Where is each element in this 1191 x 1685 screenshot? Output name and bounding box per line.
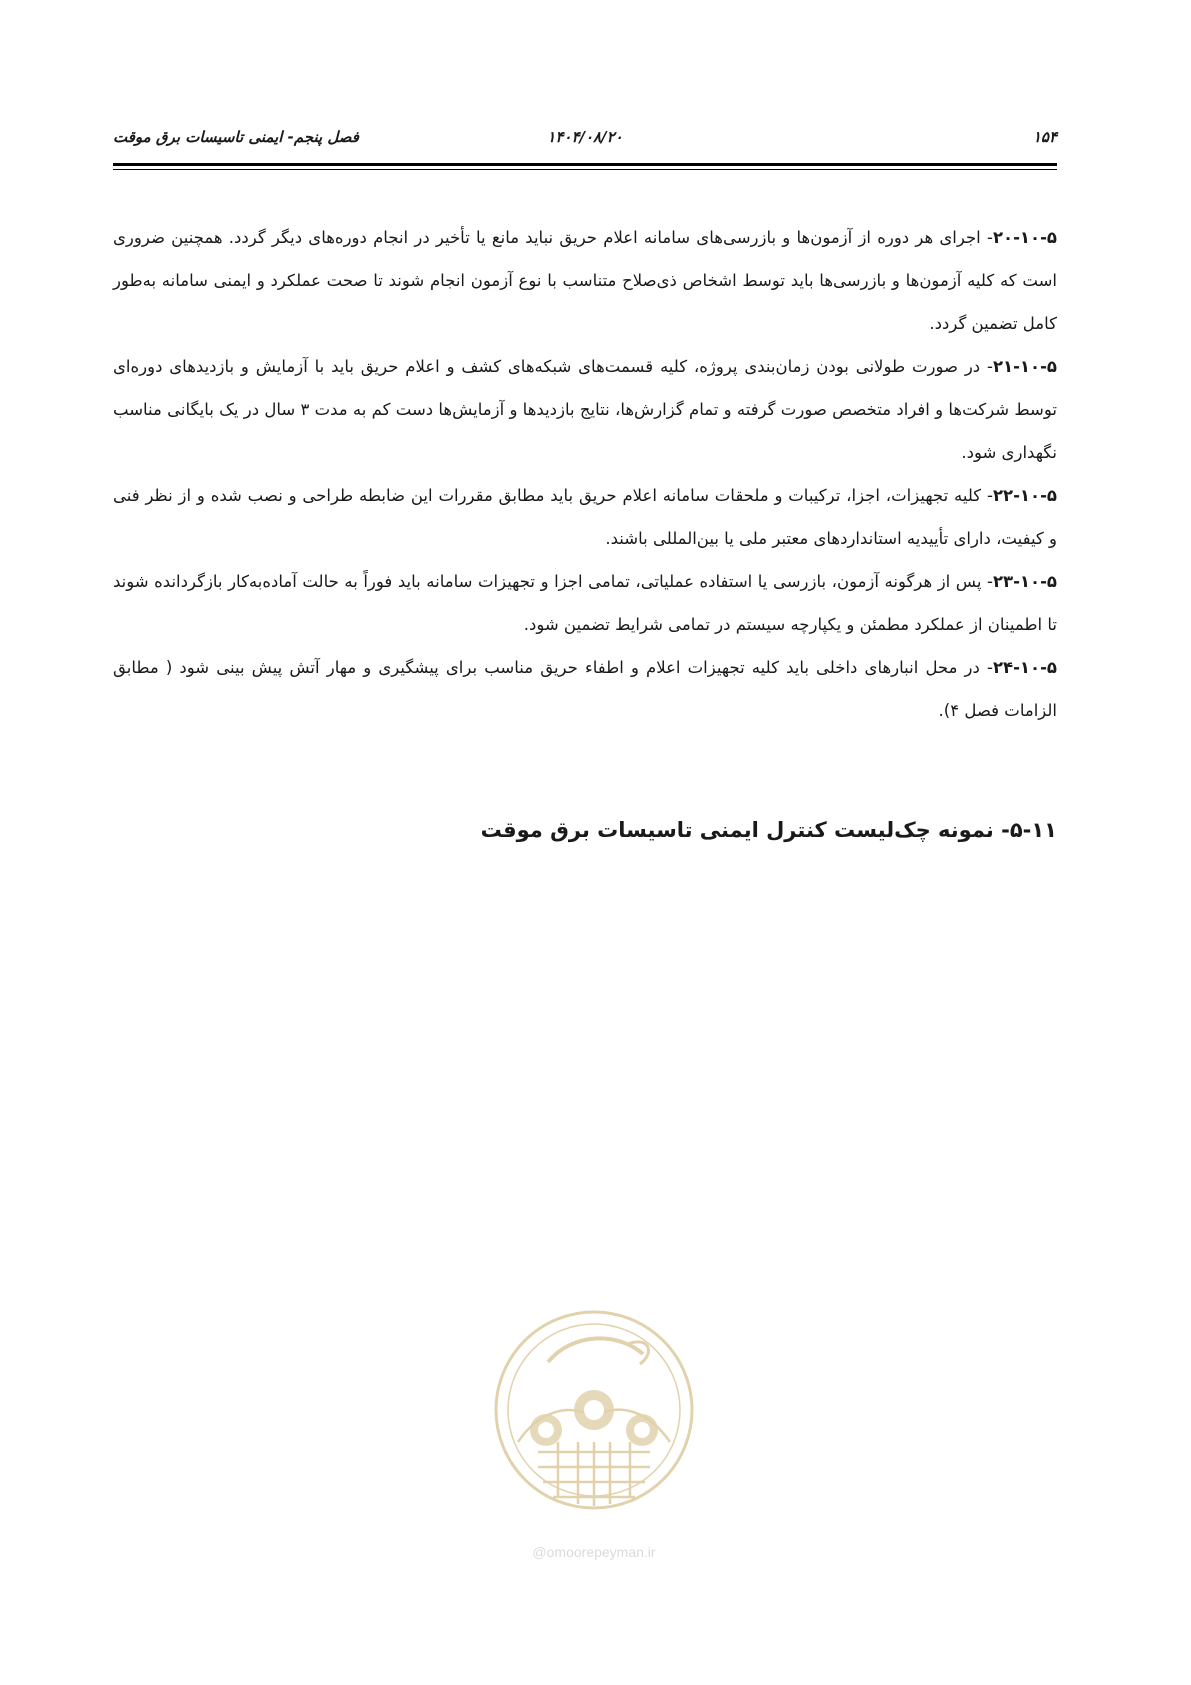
clause-text: - در محل انبارهای داخلی باید کلیه تجهیزات اعلام و اطفاء حریق مناسب برای پیشگیری و مهار آتش پیش بینی شود ( مطابق الزامات فصل ۴). bbox=[113, 658, 1057, 720]
section-heading: ۵-۱۱- نمونه چک‌لیست کنترل ایمنی تاسیسات برق موقت bbox=[480, 818, 1057, 842]
paragraph-20 bbox=[113, 216, 1057, 345]
body-content bbox=[113, 216, 1057, 732]
seal-icon bbox=[478, 1292, 710, 1542]
clause-text: - پس از هرگونه آزمون، بازرسی یا استفاده عملیاتی، تمامی اجزا و تجهیزات سامانه باید فوراً به حالت آماده‌به‌کار بازگردانده شوند تا اطمینان از عملکرد مطمئن و یکپارچه سیستم در تمامی شرایط تضمین شود. bbox=[113, 572, 1057, 634]
paragraph-21 bbox=[113, 345, 1057, 474]
clause-number: ۲۴-۱۰-۵ bbox=[992, 658, 1057, 677]
header-date: ۱۴۰۴/۰۸/۲۰ bbox=[547, 128, 623, 146]
clause-number: ۲۰-۱۰-۵ bbox=[992, 228, 1057, 247]
page-header bbox=[113, 128, 1057, 156]
paragraph-22 bbox=[113, 474, 1057, 560]
clause-number: ۲۳-۱۰-۵ bbox=[992, 572, 1057, 591]
header-rule-thin bbox=[113, 169, 1057, 170]
clause-text: - اجرای هر دوره از آزمون‌ها و بازرسی‌های سامانه اعلام حریق نباید مانع یا تأخیر در انجام دوره‌های دیگر گردد. همچنین ضروری است که کلیه آزمون‌ها و بازرسی‌ها باید توسط اشخاص ذی‌صلاح متناسب با نوع آزمون انجام شوند تا صحت عملکرد و ایمنی سامانه به‌طور کامل تضمین گردد. bbox=[113, 228, 1057, 333]
page-number: ۱۵۴ bbox=[1032, 128, 1057, 146]
watermark-logo bbox=[478, 1292, 710, 1562]
clause-number: ۲۱-۱۰-۵ bbox=[992, 357, 1057, 376]
paragraph-24 bbox=[113, 646, 1057, 732]
clause-number: ۲۲-۱۰-۵ bbox=[992, 486, 1057, 505]
paragraph-23 bbox=[113, 560, 1057, 646]
chapter-title: فصل پنجم- ایمنی تاسیسات برق موقت bbox=[113, 128, 359, 146]
watermark-url: @omoorepeyman.ir bbox=[532, 1544, 656, 1560]
clause-text: - در صورت طولانی بودن زمان‌بندی پروژه، کلیه قسمت‌های شبکه‌های کشف و اعلام حریق باید با آزمایش و بازدیدهای دوره‌ای توسط شرکت‌ها و افراد متخصص صورت گرفته و تمام گزارش‌ها، نتایج بازدیدها و آزمایش‌ها دست کم به مدت ۳ سال در یک بایگانی مناسب نگهداری شود. bbox=[113, 357, 1058, 462]
header-rule-thick bbox=[113, 163, 1057, 166]
clause-text: - کلیه تجهیزات، اجزا، ترکیبات و ملحقات سامانه اعلام حریق باید مطابق مقررات این ضابطه طراحی و نصب شده و از نظر فنی و کیفیت، دارای تأییدیه استانداردهای معتبر ملی یا بین‌المللی باشند. bbox=[113, 486, 1057, 548]
